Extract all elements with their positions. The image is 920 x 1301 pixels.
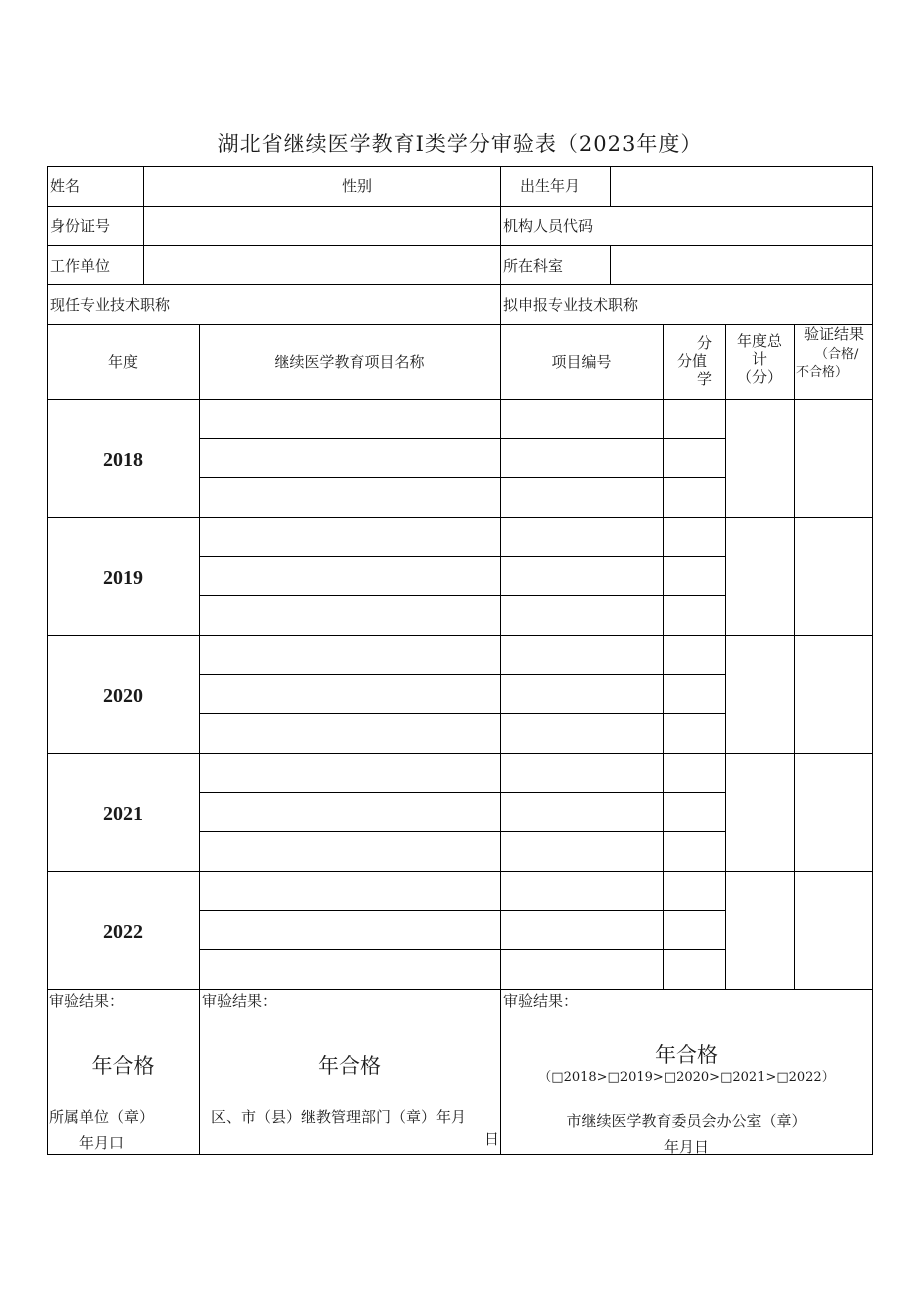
- col-project-name: 继续医学教育项目名称: [274, 353, 425, 371]
- col-project-no: 项目编号: [551, 353, 612, 371]
- pass-text: 年合格: [318, 1054, 381, 1078]
- id-number-label: 身份证号: [50, 217, 111, 235]
- col-credit-a: 分: [697, 334, 713, 352]
- date-label: 日: [484, 1130, 500, 1148]
- year-label: 2019: [103, 567, 143, 589]
- gender-label: 性别: [342, 177, 373, 195]
- birth-label: 出生年月: [520, 177, 581, 195]
- year-label: 2020: [103, 685, 143, 707]
- pass-text: 年合格: [91, 1054, 155, 1078]
- review-result-label: 审验结果：: [503, 992, 579, 1010]
- year-label: 2021: [103, 803, 143, 825]
- current-title-label: 现任专业技术职称: [50, 296, 171, 314]
- org-code-label: 机构人员代码: [503, 217, 594, 235]
- col-credit-b: 分值: [677, 352, 708, 370]
- col-year: 年度: [107, 353, 138, 371]
- date-label: 年月日: [663, 1138, 709, 1156]
- applying-title-label: 拟申报专业技术职称: [503, 296, 639, 314]
- col-credit-c: 学: [697, 370, 713, 388]
- verification-table: [47, 166, 873, 1155]
- year-label: 2022: [103, 921, 143, 943]
- col-verify-a: 验证结果: [803, 325, 864, 343]
- pass-text: 年合格: [655, 1043, 718, 1067]
- col-total-b: 计: [751, 350, 767, 368]
- col-total-c: （分）: [736, 368, 782, 386]
- date-label: 年月口: [79, 1134, 125, 1152]
- col-verify-c: 不合格）: [796, 365, 849, 380]
- unit-stamp-label: 所属单位（章）: [49, 1108, 155, 1126]
- col-total-a: 年度总: [736, 332, 782, 350]
- form-title: 湖北省继续医学教育Ⅰ类学分审验表（2023年度）: [217, 132, 703, 156]
- year-checkbox-options: （□2018>□2019>□2020>□2021>□2022）: [538, 1070, 835, 1085]
- work-unit-label: 工作单位: [50, 257, 111, 275]
- year-label: 2018: [103, 449, 143, 471]
- city-office-stamp-label: 市继续医学教育委员会办公室（章）: [566, 1112, 807, 1130]
- district-stamp-label: 区、市（县）继教管理部门（章）年月: [211, 1108, 467, 1126]
- review-result-label: 审验结果：: [202, 992, 278, 1010]
- col-verify-b: （合格/: [815, 347, 859, 362]
- review-result-label: 审验结果：: [49, 992, 125, 1010]
- department-label: 所在科室: [503, 257, 564, 275]
- name-label: 姓名: [50, 177, 81, 195]
